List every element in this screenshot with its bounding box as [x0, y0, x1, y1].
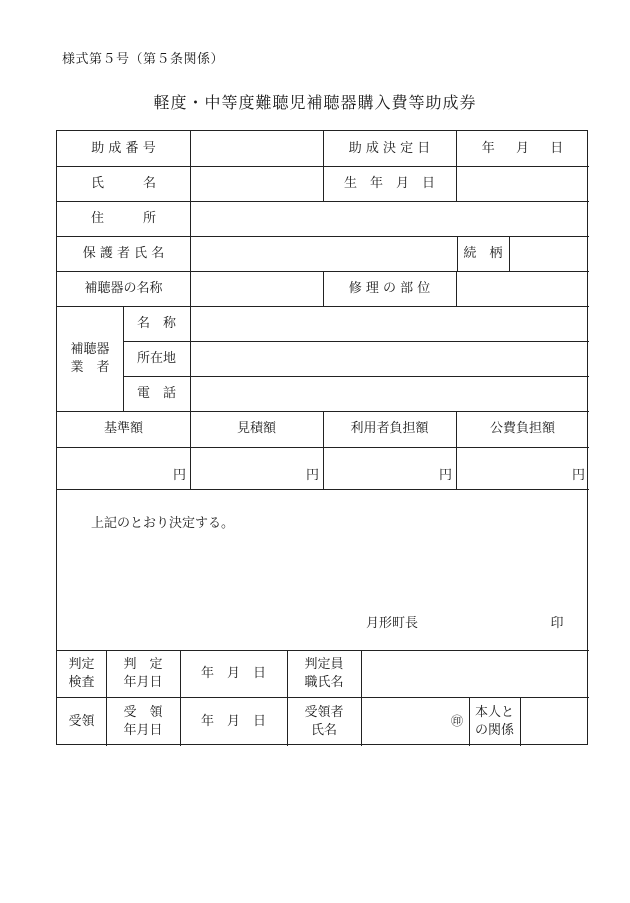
public-share-field[interactable]: 円 — [571, 468, 585, 484]
user-share-field[interactable]: 円 — [438, 468, 452, 484]
guardian-name-field[interactable] — [190, 236, 457, 271]
repair-part-label: 修 理 の 部 位 — [348, 280, 431, 296]
standard-amount-field[interactable]: 円 — [172, 468, 186, 484]
form-title: 軽度・中等度難聴児補聴器購入費等助成券 — [153, 93, 477, 112]
vendor-name-field[interactable] — [190, 306, 589, 341]
judgement-officer-line1: 判定員 — [304, 656, 344, 672]
estimate-amount-header: 見積額 — [236, 421, 276, 437]
recipient-name-field[interactable] — [361, 697, 469, 746]
user-share-header: 利用者負担額 — [350, 421, 429, 437]
vendor-location-label: 所在地 — [136, 350, 176, 366]
grant-form-table — [56, 130, 588, 745]
public-share-header: 公費負担額 — [489, 421, 555, 437]
issuer-name: 月形町長 — [365, 616, 418, 632]
address-label: 住 所 — [90, 210, 156, 226]
address-field[interactable] — [190, 201, 589, 236]
receipt-date-label-line2: 年月日 — [123, 722, 163, 738]
recipient-label-line2: 氏名 — [310, 722, 337, 738]
estimate-amount-field[interactable]: 円 — [305, 468, 319, 484]
relationship-label: 続 柄 — [463, 245, 503, 261]
relationship-field[interactable] — [509, 236, 589, 271]
judgement-officer-line2: 職氏名 — [304, 674, 344, 690]
vendor-location-field[interactable] — [190, 341, 589, 376]
relation-to-self-label — [469, 697, 520, 746]
receipt-label: 受領 — [68, 713, 95, 729]
vendor-label — [57, 306, 123, 411]
judgement-label-line2: 検査 — [68, 674, 95, 690]
repair-part-field[interactable] — [456, 271, 589, 306]
receipt-date-field[interactable]: 年 月 日 — [200, 713, 266, 729]
vendor-label-line1: 補聴器 — [70, 341, 110, 357]
recipient-label-line1: 受領者 — [304, 704, 344, 720]
guardian-name-label: 保 護 者 氏 名 — [82, 245, 165, 261]
seal-mark-icon: ㊞ — [450, 714, 463, 729]
judgement-label-line1: 判定 — [68, 656, 95, 672]
receipt-date-label-line1: 受 領 — [123, 704, 163, 720]
judgement-officer-field[interactable] — [361, 650, 589, 697]
judgement-date-field[interactable]: 年 月 日 — [200, 665, 266, 681]
vendor-phone-label: 電 話 — [136, 385, 176, 401]
judgement-label — [57, 650, 106, 697]
birth-date-field[interactable] — [456, 166, 589, 201]
relation-label-line2: の関係 — [474, 722, 514, 738]
vendor-phone-field[interactable] — [190, 376, 589, 411]
birth-date-label: 生 年 月 日 — [343, 175, 435, 191]
judgement-date-label-line1: 判 定 — [123, 656, 163, 672]
grant-number-field[interactable] — [190, 131, 323, 166]
name-field[interactable] — [190, 166, 323, 201]
grant-number-label: 助 成 番 号 — [91, 140, 156, 156]
decision-date-field[interactable]: 年 月 日 — [481, 140, 564, 156]
receipt-date-label — [106, 697, 180, 746]
judgement-date-label — [106, 650, 180, 697]
hearing-aid-name-label: 補聴器の名称 — [84, 280, 163, 296]
relation-label-line1: 本人と — [474, 704, 514, 720]
vendor-name-label: 名 称 — [136, 315, 176, 331]
name-label: 氏 名 — [90, 175, 156, 191]
form-number: 様式第５号（第５条関係） — [62, 52, 225, 67]
relation-to-self-field[interactable] — [520, 697, 589, 746]
issuer-seal: 印 — [550, 616, 564, 632]
vendor-label-line2: 業 者 — [70, 359, 110, 375]
decision-date-label: 助 成 決 定 日 — [348, 140, 431, 156]
standard-amount-header: 基準額 — [103, 421, 143, 437]
decision-text: 上記のとおり決定する。 — [91, 516, 235, 531]
recipient-label — [287, 697, 361, 746]
hearing-aid-name-field[interactable] — [190, 271, 323, 306]
judgement-date-label-line2: 年月日 — [123, 674, 163, 690]
judgement-officer-label — [287, 650, 361, 697]
